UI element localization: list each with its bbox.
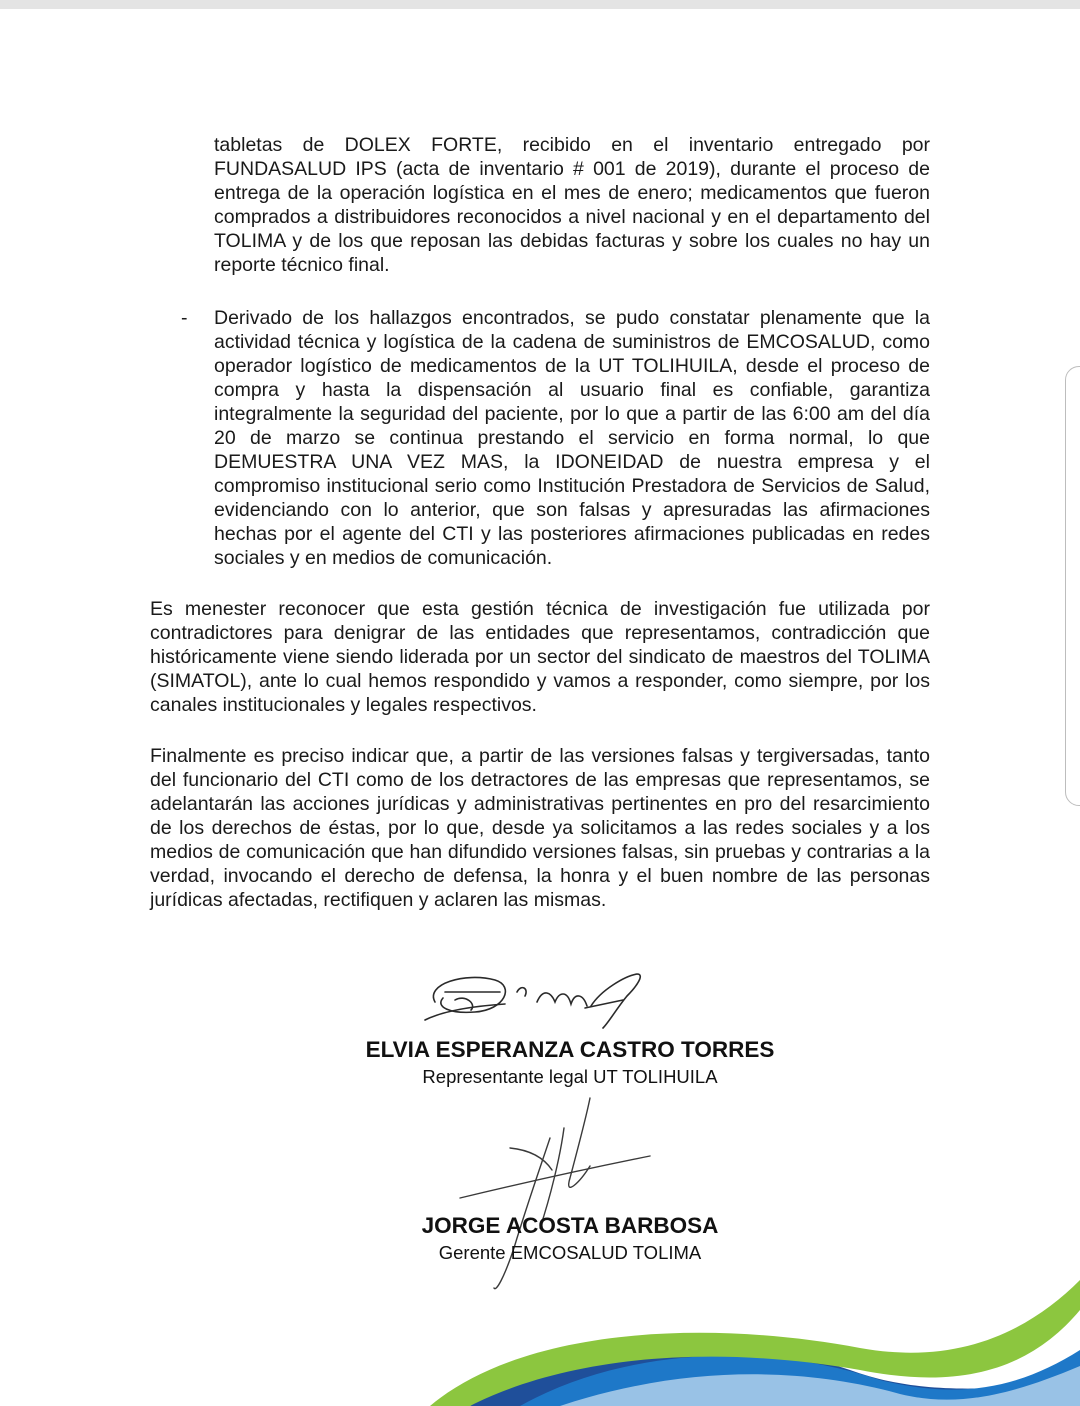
- side-panel-handle[interactable]: [1065, 366, 1080, 806]
- paragraph-4: Finalmente es preciso indicar que, a partir de las versiones falsas y tergiversadas, tanto del funcionario del CTI como de los detractores de las empresas que representamos, se adelantarán las acciones jurídicas y administrativas pertinentes en pro del resarcimiento de los derechos de éstas, por lo que, desde ya solicitamos a las redes sociales y a los medios de comunicación que han difundido versiones falsas, sin pruebas y contrarias a la verdad, invocando el derecho de defensa, la honra y el buen nombre de las personas jurídicas afectadas, rectifiquen y aclaren las mismas.: [150, 745, 930, 911]
- signer-1-name: ELVIA ESPERANZA CASTRO TORRES: [365, 1037, 775, 1062]
- signature-jorge-acosta: [440, 1078, 670, 1298]
- top-edge-bar: [0, 0, 1080, 9]
- paragraph-continued: tabletas de DOLEX FORTE, recibido en el inventario entregado por FUNDASALUD IPS (acta de inventario # 001 de 2019), durante el proceso de entrega de la operación logística en el mes de enero; medicamentos que fueron comprados a distribuidores reconocidos a nivel nacional y en el departamento del TOLIMA y de los que reposan las debidas facturas y sobre los cuales no hay un reporte técnico final.: [214, 134, 930, 276]
- bullet-paragraph: Derivado de los hallazgos encontrados, se pudo constatar plenamente que la actividad técnica y logística de la cadena de suministros de EMCOSALUD, como operador logístico de medicamentos de la UT TOLIHUILA, desde el proceso de compra y hasta la dispensación al usuario final es confiable, garantiza integralmente la seguridad del paciente, por lo que a partir de las 6:00 am del día 20 de marzo se continua prestando el servicio en forma normal, lo que DEMUESTRA UNA VEZ MAS, la IDONEIDAD de nuestra empresa y el compromiso institucional serio como Institución Prestadora de Servicios de Salud, evidenciando con lo anterior, que son falsas y apresuradas las afirmaciones hechas por el agente del CTI y las posteriores afirmaciones publicadas en redes sociales y en medios de comunicación.: [214, 307, 930, 569]
- paragraph-3: Es menester reconocer que esta gestión técnica de investigación fue utilizada por contradictores para denigrar de las entidades que representamos, contradicción que históricamente viene siendo liderada por un sector del sindicato de maestros del TOLIMA (SIMATOL), ante lo cual hemos respondido y vamos a responder, como siempre, por los canales institucionales y legales respectivos.: [150, 598, 930, 716]
- footer-wave-decoration: [0, 1270, 1080, 1406]
- signer-2-role: Gerente EMCOSALUD TOLIMA: [438, 1242, 702, 1263]
- signer-2-name: JORGE ACOSTA BARBOSA: [421, 1213, 719, 1238]
- signature-elvia-castro: [405, 962, 665, 1037]
- bullet-marker: -: [181, 307, 188, 329]
- signer-1-role: Representante legal UT TOLIHUILA: [422, 1066, 718, 1087]
